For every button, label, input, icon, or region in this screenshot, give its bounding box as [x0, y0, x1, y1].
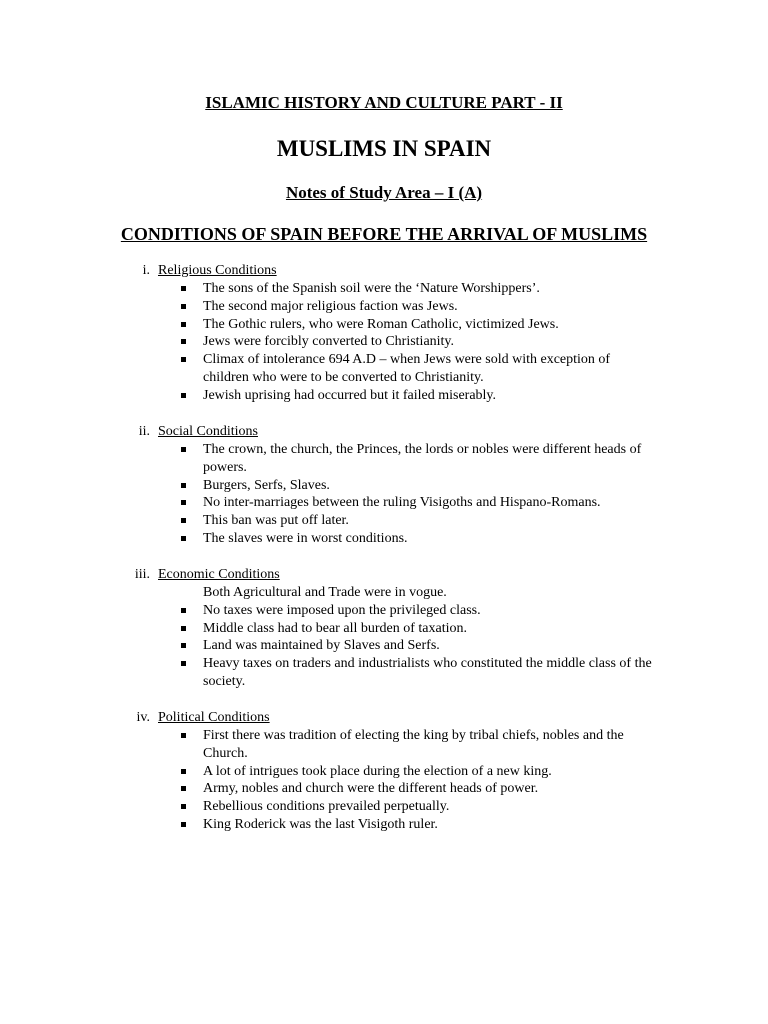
bullet-icon [181, 626, 186, 631]
section-title: Religious Conditions [158, 263, 277, 278]
list-item: The slaves were in worst conditions. [0, 530, 653, 548]
section-heading: CONDITIONS OF SPAIN BEFORE THE ARRIVAL OF MUSLIMS [120, 224, 648, 244]
bullet-list [0, 280, 768, 405]
bullet-list [0, 727, 768, 834]
main-title: MUSLIMS IN SPAIN [276, 136, 492, 161]
bullet-icon [181, 608, 186, 613]
section-number: iii. [134, 567, 150, 582]
list-item: Heavy taxes on traders and industrialists who constituted the middle class of the society. [0, 655, 653, 691]
section-intro: Both Agricultural and Trade were in vogue. [203, 585, 447, 600]
bullet-icon [181, 286, 186, 291]
list-item: Climax of intolerance 694 A.D – when Jews were sold with exception of children who were to be converted to Christianity. [0, 351, 653, 387]
subtitle: Notes of Study Area – I (A) [285, 183, 483, 202]
bullet-icon [181, 393, 186, 398]
list-item: This ban was put off later. [0, 512, 653, 530]
bullet-icon [181, 643, 186, 648]
list-item: The crown, the church, the Princes, the lords or nobles were different heads of powers. [0, 441, 653, 477]
section-title: Social Conditions [158, 424, 258, 439]
bullet-icon [181, 304, 186, 309]
bullet-icon [181, 518, 186, 523]
bullet-icon [181, 447, 186, 452]
list-item: No inter-marriages between the ruling Visigoths and Hispano-Romans. [0, 494, 653, 512]
list-item: King Roderick was the last Visigoth ruler. [0, 816, 653, 834]
section-number: iv. [136, 710, 150, 725]
section-number: ii. [138, 424, 150, 439]
list-item: The second major religious faction was Jews. [0, 298, 653, 316]
bullet-icon [181, 733, 186, 738]
list-item: Land was maintained by Slaves and Serfs. [0, 637, 653, 655]
list-item: Middle class had to bear all burden of taxation. [0, 620, 653, 638]
bullet-icon [181, 500, 186, 505]
bullet-icon [181, 769, 186, 774]
bullet-icon [181, 661, 186, 666]
bullet-list [0, 441, 768, 548]
list-item: The Gothic rulers, who were Roman Catholic, victimized Jews. [0, 316, 653, 334]
bullet-icon [181, 339, 186, 344]
bullet-icon [181, 483, 186, 488]
list-item: Jewish uprising had occurred but it failed miserably. [0, 387, 653, 405]
list-item: First there was tradition of electing the king by tribal chiefs, nobles and the Church. [0, 727, 653, 763]
list-item: Jews were forcibly converted to Christianity. [0, 333, 653, 351]
section-title: Political Conditions [158, 710, 270, 725]
list-item: Rebellious conditions prevailed perpetually. [0, 798, 653, 816]
bullet-icon [181, 536, 186, 541]
bullet-icon [181, 822, 186, 827]
list-item: A lot of intrigues took place during the election of a new king. [0, 763, 653, 781]
section-number: i. [142, 263, 150, 278]
list-item: The sons of the Spanish soil were the ‘Nature Worshippers’. [0, 280, 653, 298]
list-item: Burgers, Serfs, Slaves. [0, 477, 653, 495]
bullet-icon [181, 804, 186, 809]
list-item: No taxes were imposed upon the privileged class. [0, 602, 653, 620]
bullet-icon [181, 357, 186, 362]
bullet-icon [181, 786, 186, 791]
course-title: ISLAMIC HISTORY AND CULTURE PART - II [205, 93, 563, 112]
section-title: Economic Conditions [158, 567, 280, 582]
list-item: Army, nobles and church were the different heads of power. [0, 780, 653, 798]
bullet-list [0, 584, 768, 691]
bullet-icon [181, 322, 186, 327]
